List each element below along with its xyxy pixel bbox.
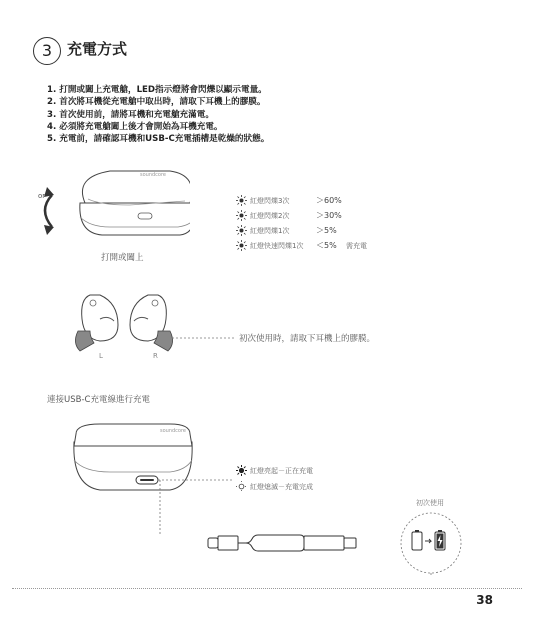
charging-status-text: 紅燈亮起－正在充電	[250, 467, 313, 475]
right-earbud-icon	[130, 295, 173, 351]
left-earbud-icon	[75, 295, 118, 351]
usb-c-cable-illustration	[200, 528, 360, 558]
instruction-item: 1. 打開或闔上充電艙，LED指示燈將會閃爍以顯示電量。	[47, 85, 267, 95]
led-text: 紅燈閃爍1次	[250, 227, 290, 235]
led-blink-icon	[236, 210, 247, 221]
left-label: L	[99, 352, 103, 360]
led-level-row	[236, 225, 396, 237]
battery-full-icon	[435, 530, 445, 550]
section-title: 充電方式	[67, 40, 128, 58]
instruction-item: 2. 首次將耳機從充電艙中取出時，請取下耳機上的膠膜。	[47, 97, 266, 108]
led-level-row	[236, 240, 436, 252]
instruction-item: 3. 首次使用前，請將耳機和充電艙充滿電。	[47, 109, 214, 120]
first-use-label: 初次使用	[416, 499, 444, 507]
usb-heading: 連接USB-C充電線進行充電	[47, 395, 150, 405]
charging-status-text: 紅燈熄滅－充電完成	[250, 483, 313, 491]
first-use-battery-illustration	[398, 510, 464, 576]
led-percent: ＞30%	[316, 211, 342, 220]
led-level-row	[236, 195, 396, 207]
instruction-item: 4. 必須將充電艙闔上後才會開始為耳機充電。	[47, 121, 223, 132]
led-text: 紅燈快速閃爍1次	[250, 242, 304, 250]
led-note: 需充電	[346, 242, 367, 250]
brand-mark: soundcore	[160, 428, 187, 434]
led-blink-icon	[236, 240, 247, 251]
led-on-icon	[236, 465, 247, 476]
led-blink-icon	[236, 195, 247, 206]
earbuds-illustration	[60, 285, 190, 370]
instruction-item: 5. 充電前，請確認耳機和USB-C充電插槽是乾燥的狀態。	[47, 134, 270, 145]
instruction-list	[47, 84, 269, 145]
led-off-icon	[236, 481, 247, 492]
right-label: R	[153, 352, 158, 360]
led-percent: ＞5%	[316, 226, 337, 235]
led-blink-icon	[236, 225, 247, 236]
led-text: 紅燈閃爍2次	[250, 212, 290, 220]
brand-mark: soundcore	[140, 172, 167, 178]
led-percent: ＜5%	[316, 241, 337, 250]
charging-status-row	[236, 481, 386, 493]
step-number-badge: 3	[33, 37, 61, 65]
page-number: 38	[476, 593, 493, 607]
led-level-row	[236, 210, 396, 222]
charging-status-row	[236, 465, 386, 477]
led-percent: ＞60%	[316, 196, 342, 205]
open-close-caption: 打開或闔上	[101, 253, 144, 263]
arrow-right-icon	[425, 539, 431, 543]
or-label: or	[38, 192, 46, 200]
leader-line	[172, 336, 236, 340]
battery-empty-icon	[412, 530, 422, 550]
earbuds-caption: 初次使用時，請取下耳機上的膠膜。	[239, 334, 376, 344]
footer-divider	[12, 588, 522, 589]
rotate-arrow-icon	[45, 195, 52, 227]
led-text: 紅燈閃爍3次	[250, 197, 290, 205]
